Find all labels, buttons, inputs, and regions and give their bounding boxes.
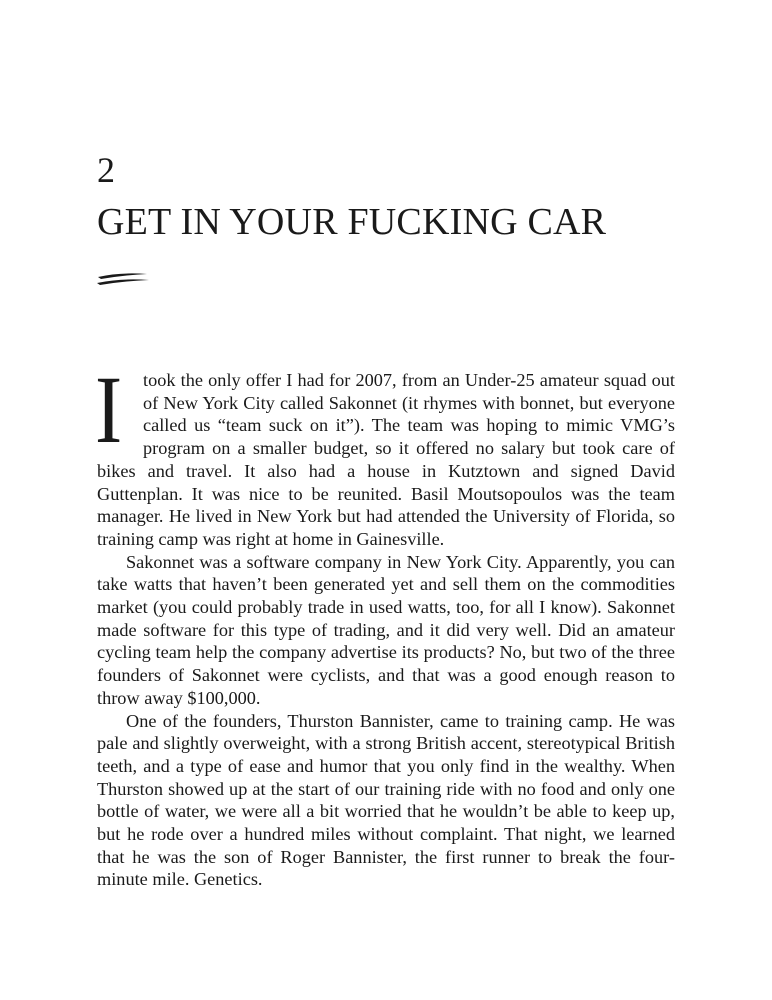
paragraph: One of the founders, Thurston Bannister, came to training camp. He was pale and slightly overweight, with a strong British accent, stereotypical British teeth, and a type of ease and humor that you only find in the wealthy. When Thurston showed up at the start of our training ride with no food and only one bottle of water, we were all a bit worried that he wouldn’t be able to keep up, but he rode over a hundred miles without complaint. That night, we learned that he was the son of Roger Bannister, the first runner to break the four-minute mile. Genetics. — [97, 710, 675, 890]
paragraph: Sakonnet was a software company in New York City. Apparently, you can take watts that haven’t been generated yet and sell them on the commodities market (you could probably trade in used watts, too, for all I know). Sakonnet made software for this type of trading, and it did very well. Did an amateur cycling team help the company advertise its products? No, but two of the three founders of Sakonnet were cyclists, and that was a good enough reason to throw away $100,000. — [97, 551, 675, 708]
drop-cap: I — [95, 356, 123, 463]
paragraph — [95, 356, 675, 551]
chapter-number: 2 — [97, 150, 115, 190]
double-rule-ornament-icon — [95, 268, 151, 288]
chapter-body — [95, 356, 675, 891]
chapter-title: GET IN YOUR FUCKING CAR — [97, 201, 607, 243]
paragraph-text: took the only offer I had for 2007, from an Under-25 amateur squad out of New York City called Sakonnet (it rhymes with bonnet, but everyone called us “team suck on it”). The team was hoping to mimic VMG’s program on a smaller budget, so it offered no salary but took care of bikes and travel. It also had a house in Kutztown and signed David Guttenplan. It was nice to be reunited. Basil Moutsopoulos was the team manager. He lived in New York but had attended the University of Florida, so training camp was right at home in Gainesville. — [97, 370, 675, 549]
